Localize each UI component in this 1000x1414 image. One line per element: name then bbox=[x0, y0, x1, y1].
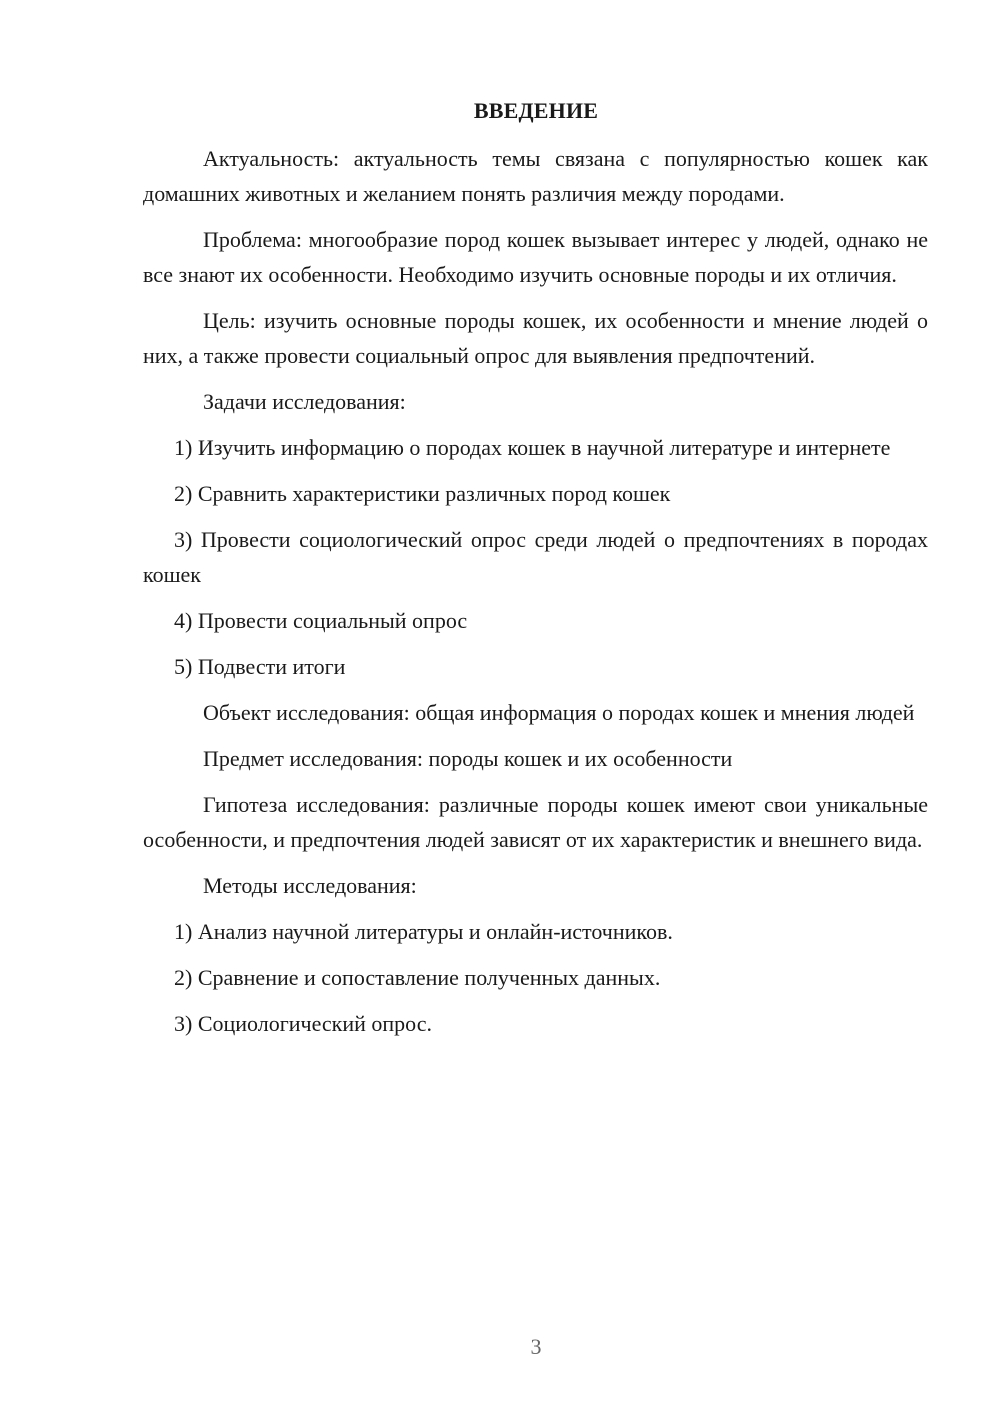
task-item-3: 3) Провести социологический опрос среди людей о предпочтениях в породах кошек bbox=[143, 527, 928, 587]
paragraph-tasks-heading: Задачи исследования: bbox=[203, 389, 406, 414]
page-title: ВВЕДЕНИЕ bbox=[473, 98, 599, 123]
method-item-3: 3) Социологический опрос. bbox=[174, 1011, 432, 1036]
paragraph-problem: Проблема: многообразие пород кошек вызывает интерес у людей, однако не все знают их особенности. Необходимо изучить основные породы и их отличия. bbox=[143, 227, 928, 287]
method-item-2: 2) Сравнение и сопоставление полученных данных. bbox=[174, 965, 661, 990]
page-number: 3 bbox=[530, 1334, 542, 1359]
task-item-4: 4) Провести социальный опрос bbox=[174, 608, 468, 633]
paragraph-methods-heading: Методы исследования: bbox=[203, 873, 417, 898]
method-item-1: 1) Анализ научной литературы и онлайн-источников. bbox=[174, 919, 673, 944]
body-text bbox=[143, 141, 928, 1052]
task-item-2: 2) Сравнить характеристики различных пород кошек bbox=[174, 481, 671, 506]
task-item-5: 5) Подвести итоги bbox=[174, 654, 346, 679]
paragraph-relevance: Актуальность: актуальность темы связана с популярностью кошек как домашних животных и желанием понять различия между породами. bbox=[143, 146, 928, 206]
paragraph-object: Объект исследования: общая информация о породах кошек и мнения людей bbox=[203, 700, 915, 725]
task-item-1: 1) Изучить информацию о породах кошек в научной литературе и интернете bbox=[174, 435, 891, 460]
paragraph-goal: Цель: изучить основные породы кошек, их особенности и мнение людей о них, а также провести социальный опрос для выявления предпочтений. bbox=[143, 308, 928, 368]
paragraph-subject: Предмет исследования: породы кошек и их особенности bbox=[203, 746, 733, 771]
paragraph-hypothesis: Гипотеза исследования: различные породы кошек имеют свои уникальные особенности, и предпочтения людей зависят от их характеристик и внешнего вида. bbox=[143, 792, 928, 852]
